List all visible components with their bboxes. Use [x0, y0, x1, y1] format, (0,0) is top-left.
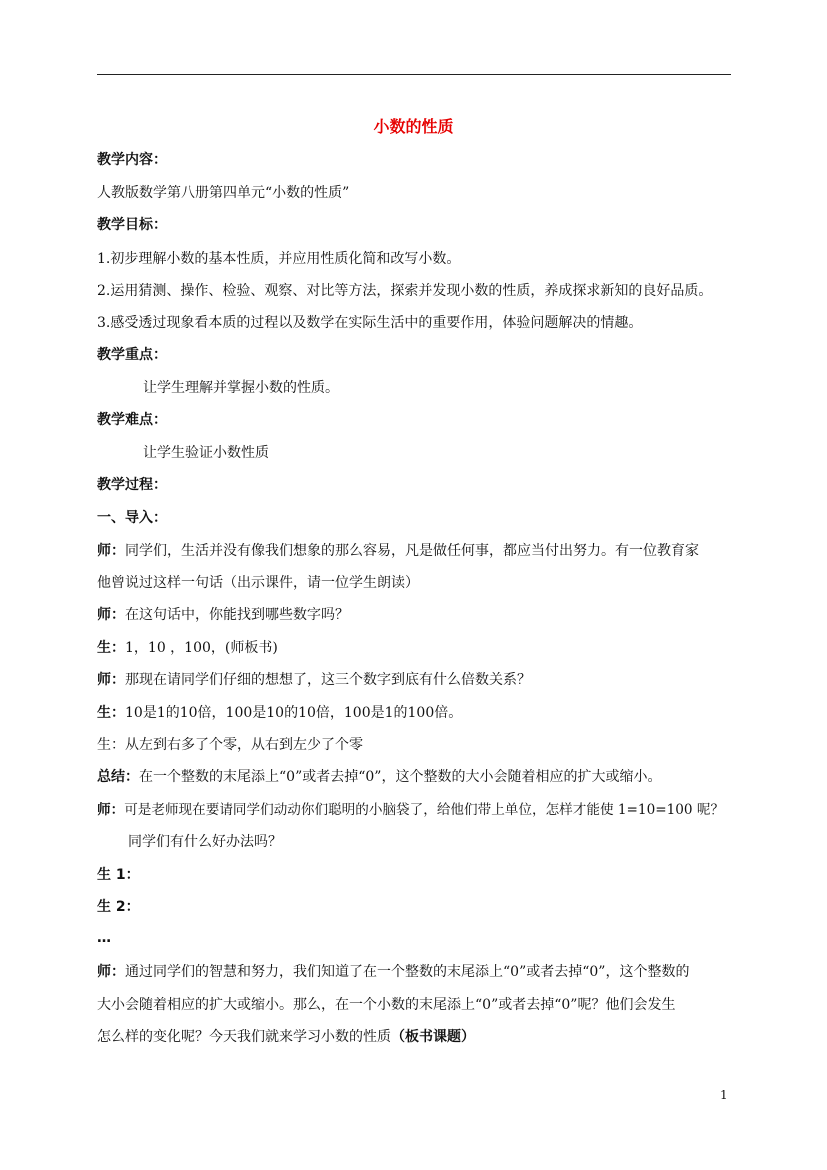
board-title: （板书课题）: [391, 1029, 475, 1045]
page-number: 1: [720, 1088, 728, 1102]
dialogue-line: …: [97, 930, 111, 946]
dialogue-line: 生 1：: [97, 867, 140, 883]
goal-2: 2.运用猜测、操作、检验、观察、对比等方法，探索并发现小数的性质，养成探求新知的良好品质。: [97, 283, 713, 299]
goals-heading: 教学目标：: [97, 217, 167, 233]
dialogue-line: 大小会随着相应的扩大或缩小。那么，在一个小数的末尾添上“0”或者去掉“0”呢？他们会发生: [97, 997, 676, 1013]
dialogue-line: 怎么样的变化呢？今天我们就来学习小数的性质（板书课题）: [97, 1029, 475, 1045]
dialogue-line: 生：10是1的10倍，100是10的10倍，100是1的100倍。: [97, 705, 463, 721]
dialogue-line: 生：1，10 ，100，(师板书): [97, 640, 278, 656]
difficulty-text: 让学生验证小数性质: [143, 445, 269, 461]
header-rule: [97, 74, 731, 75]
process-heading: 教学过程：: [97, 477, 167, 493]
dialogue-line: 生：从左到右多了个零，从右到左少了个零: [97, 737, 363, 753]
intro-heading: 一、导入：: [97, 510, 167, 526]
dialogue-line: 师：在这句话中，你能找到哪些数字吗？: [97, 607, 349, 623]
goal-1: 1.初步理解小数的基本性质，并应用性质化简和改写小数。: [97, 251, 461, 267]
dialogue-line: 师：同学们，生活并没有像我们想象的那么容易，凡是做任何事，都应当付出努力。有一位教育家: [97, 543, 699, 559]
key-text: 让学生理解并掌握小数的性质。: [143, 380, 339, 396]
dialogue-line: 总结：在一个整数的末尾添上“0”或者去掉“0”，这个整数的大小会随着相应的扩大或缩小。: [97, 769, 662, 785]
dialogue-line: 他曾说过这样一句话（出示课件，请一位学生朗读）: [97, 575, 419, 591]
dialogue-line: 生 2：: [97, 899, 140, 915]
content-text: 人教版数学第八册第四单元“小数的性质”: [97, 185, 350, 201]
goal-3: 3.感受透过现象看本质的过程以及数学在实际生活中的重要作用，体验问题解决的情趣。: [97, 315, 643, 331]
content-heading: 教学内容：: [97, 152, 167, 168]
dialogue-line: 同学们有什么好办法吗？: [128, 834, 282, 850]
document-title: 小数的性质: [373, 117, 454, 136]
difficulty-heading: 教学难点：: [97, 412, 167, 428]
dialogue-line: 师：那现在请同学们仔细的想想了，这三个数字到底有什么倍数关系？: [97, 672, 531, 688]
dialogue-line: 师：可是老师现在要请同学们动动你们聪明的小脑袋了，给他们带上单位，怎样才能使 1=10=100 呢？: [97, 802, 725, 818]
dialogue-line: 师：通过同学们的智慧和努力，我们知道了在一个整数的末尾添上“0”或者去掉“0”，这个整数的: [97, 964, 690, 980]
key-heading: 教学重点：: [97, 347, 167, 363]
